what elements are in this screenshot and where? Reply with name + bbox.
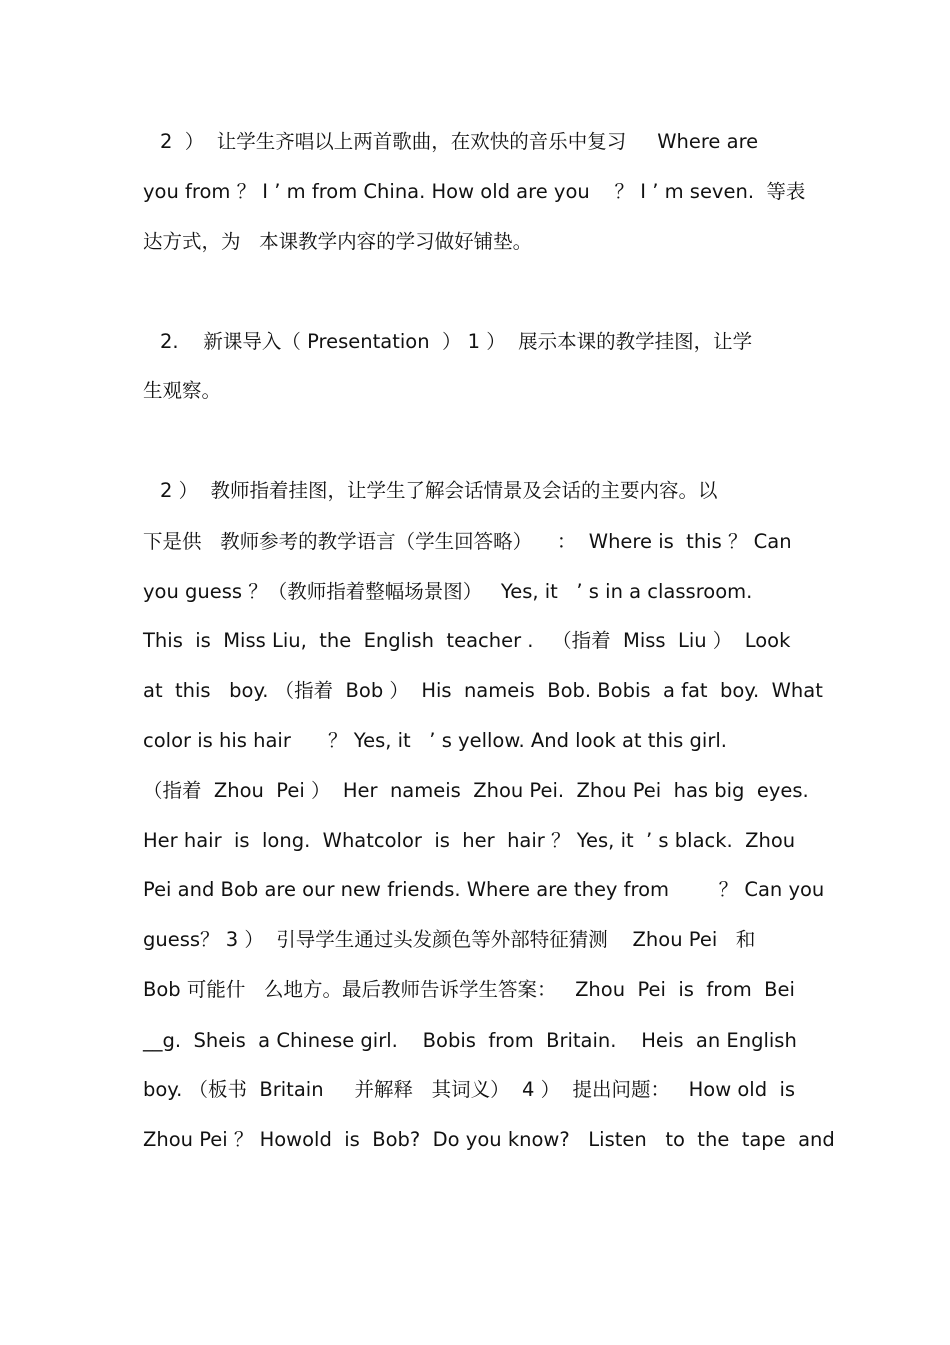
paragraph-3-line-4: This is Miss Liu, the English teacher . （指着 Miss Liu ） Look [143,629,791,652]
paragraph-1-line-3: 达方式，为 本课教学内容的学习做好铺垫。 [143,230,533,253]
paragraph-3-line-2: 下是供 教师参考的教学语言（学生回答略） ： Where is this ？ Can [143,530,792,553]
paragraph-3-line-11: Bob 可能什 么地方。最后教师告诉学生答案： Zhou Pei is from Bei [143,978,795,1001]
paragraph-3-line-6: color is his hair ？ Yes, it ’ s yellow. And look at this girl. [143,729,727,752]
paragraph-3-line-7: （指着 Zhou Pei ） Her nameis Zhou Pei. Zhou Pei has big eyes. [143,779,809,802]
paragraph-3-line-3: you guess ？（教师指着整幅场景图） Yes, it ’ s in a classroom. [143,580,753,603]
paragraph-3-line-5: at this boy. （指着 Bob ） His nameis Bob. Bobis a fat boy. What [143,679,823,702]
paragraph-1-line-2: you from ？ I ’ m from China. How old are you ？ I ’ m seven. 等表 [143,180,806,203]
paragraph-2-line-2: 生观察。 [143,379,222,402]
paragraph-3-line-10: guess？ 3 ） 引导学生通过头发颜色等外部特征猜测 Zhou Pei 和 [143,928,756,951]
paragraph-3-line-1: 2 ） 教师指着挂图，让学生了解会话情景及会话的主要内容。以 [160,479,718,502]
paragraph-3-line-12: __g. Sheis a Chinese girl. Bobis from Britain. Heis an English [143,1029,797,1052]
paragraph-1-line-1: 2 ） 让学生齐唱以上两首歌曲，在欢快的音乐中复习 Where are [160,130,759,153]
paragraph-3-line-14: Zhou Pei ？ Howold is Bob? Do you know? Listen to the tape and [143,1128,835,1151]
paragraph-3-line-13: boy. （板书 Britain 并解释 其词义） 4 ） 提出问题： How old is [143,1078,796,1101]
paragraph-3-line-9: Pei and Bob are our new friends. Where are they from ？ Can you [143,878,825,901]
paragraph-3-line-8: Her hair is long. Whatcolor is her hair ？ Yes, it ’ s black. Zhou [143,829,796,852]
paragraph-2-line-1: 2. 新课导入（ Presentation ） 1 ） 展示本课的教学挂图，让学 [160,330,753,353]
